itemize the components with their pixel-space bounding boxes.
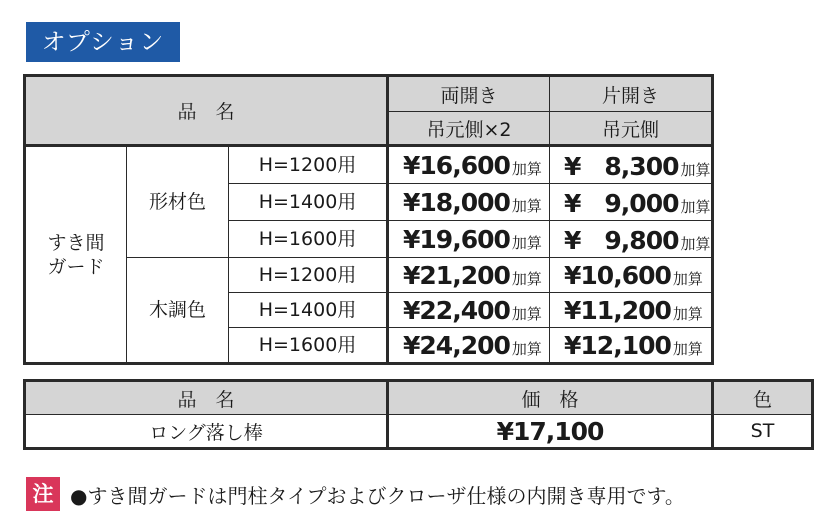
price-value: ¥21,200 <box>403 260 510 290</box>
price-single <box>550 146 713 184</box>
header-single-door: 片開き <box>550 76 713 112</box>
price-single <box>550 221 713 258</box>
price-double <box>388 328 550 364</box>
price-double <box>388 184 550 221</box>
price-value: ¥19,600 <box>403 224 510 254</box>
price-value: ¥ 9,000 <box>564 189 679 218</box>
price-double <box>388 221 550 258</box>
rod-price-cell <box>388 415 713 449</box>
price-value: ¥11,200 <box>564 295 671 325</box>
note <box>26 477 685 511</box>
header-double-door: 両開き <box>388 76 550 112</box>
header-color: 色 <box>713 381 813 415</box>
price-suffix: 加算 <box>672 304 703 323</box>
price-single <box>550 293 713 328</box>
rod-color: ST <box>713 415 813 449</box>
price-suffix: 加算 <box>672 339 703 358</box>
price-suffix: 加算 <box>511 196 542 215</box>
size-cell: H=1600用 <box>229 328 388 364</box>
price-suffix: 加算 <box>511 304 542 323</box>
price-double <box>388 293 550 328</box>
color-group-2: 木調色 <box>127 258 229 364</box>
price-suffix: 加算 <box>680 161 711 179</box>
header-item-name: 品 名 <box>25 76 388 146</box>
size-cell: H=1200用 <box>229 258 388 293</box>
note-text: ●すき間ガードは門柱タイプおよびクローザ仕様の内開き専用です。 <box>70 483 685 508</box>
price-double <box>388 146 550 184</box>
price-suffix: 加算 <box>680 198 711 216</box>
size-cell: H=1600用 <box>229 221 388 258</box>
product-name-cell <box>25 146 127 364</box>
subheader-single: 吊元側 <box>550 112 713 146</box>
price-suffix: 加算 <box>680 235 711 253</box>
price-value: ¥24,200 <box>403 330 510 360</box>
subheader-double: 吊元側×2 <box>388 112 550 146</box>
price-suffix: 加算 <box>511 269 542 288</box>
price-single <box>550 184 713 221</box>
section-title: オプション <box>26 22 180 62</box>
price-value: ¥10,600 <box>564 260 671 290</box>
price-single <box>550 258 713 293</box>
size-cell: H=1400用 <box>229 184 388 221</box>
size-cell: H=1400用 <box>229 293 388 328</box>
price-suffix: 加算 <box>511 159 542 178</box>
price-value: ¥12,100 <box>564 330 671 360</box>
rod-item-name: ロング落し棒 <box>25 415 388 449</box>
color-group-1: 形材色 <box>127 146 229 258</box>
price-single <box>550 328 713 364</box>
rod-price-table <box>23 379 814 450</box>
header-price: 価 格 <box>388 381 713 415</box>
product-name: すき間 ガード <box>47 231 105 278</box>
price-suffix: 加算 <box>511 339 542 358</box>
price-value: ¥18,000 <box>403 187 510 217</box>
header-item-name: 品 名 <box>25 381 388 415</box>
price-value: ¥22,400 <box>403 295 510 325</box>
size-cell: H=1200用 <box>229 146 388 184</box>
price-value: ¥16,600 <box>403 150 510 180</box>
price-suffix: 加算 <box>672 269 703 288</box>
note-badge: 注 <box>26 477 60 511</box>
price-double <box>388 258 550 293</box>
price-suffix: 加算 <box>511 233 542 252</box>
price-value: ¥ 8,300 <box>564 152 679 181</box>
guard-price-table <box>23 74 714 365</box>
rod-price: ¥17,100 <box>496 416 604 446</box>
price-value: ¥ 9,800 <box>564 226 679 255</box>
